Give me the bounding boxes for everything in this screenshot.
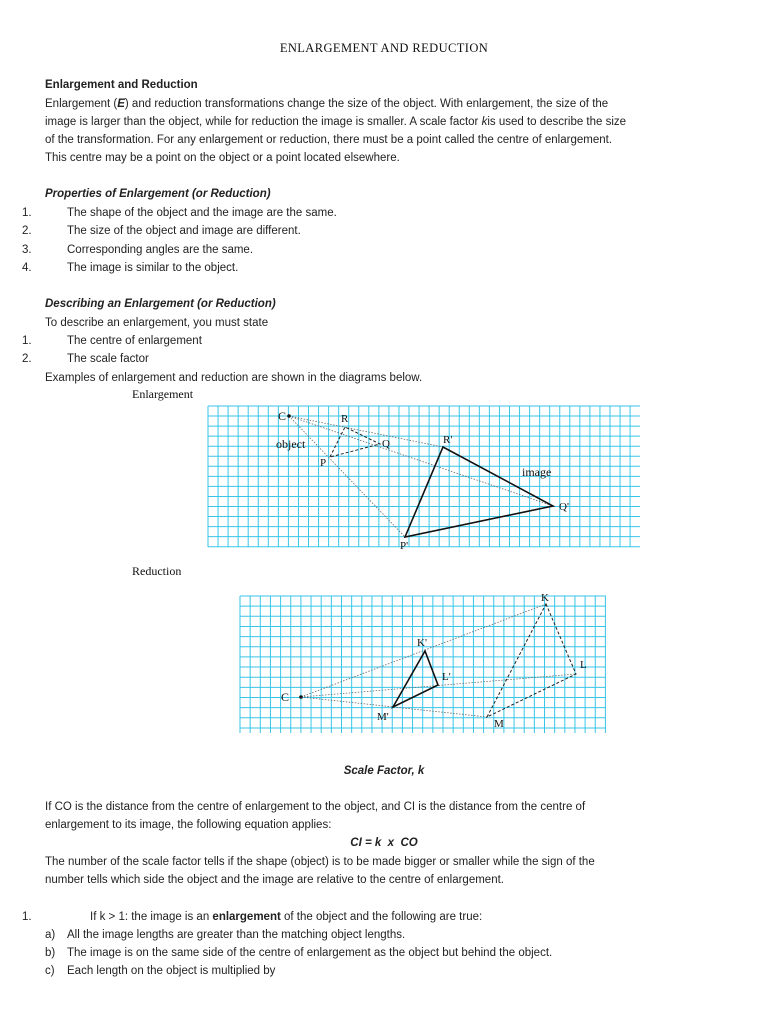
ray-c-r-prime [289,416,443,447]
case1-bold: enlargement [212,911,281,923]
label-m: M [494,718,504,730]
intro-line-3: of the transformation. For any enlargement or reduction, there must be a point called the centre of enlargement. [45,134,613,146]
list-item: The centre of enlargement [67,335,202,347]
ray-c-p-prime [289,416,405,537]
ray-c-l [301,674,576,697]
image-triangle-klm-prime [393,651,438,707]
list-item: The image is similar to the object. [67,262,239,274]
subitem-text: The image is on the same side of the centre of enlargement as the object but behind the object. [67,947,553,959]
list-number: 3. [22,244,32,256]
list-number: 4. [22,262,32,274]
page-title: ENLARGEMENT AND REDUCTION [279,41,489,55]
subitem-label: b) [45,947,56,959]
list-number: 1. [22,207,32,219]
intro-line-1 [45,97,608,111]
intro-text: image is larger than the object, while for reduction the image is smaller. A scale factor [45,116,482,128]
list-item: The shape of the object and the image are the same. [67,207,337,219]
list-number: 2. [22,225,32,237]
intro-symbol-e: E [117,98,125,110]
intro-line-2 [45,115,626,129]
describing-intro: To describe an enlargement, you must state [45,317,269,329]
case1-text [90,910,482,924]
scale-para1-line2: enlargement to its image, the following equation applies: [45,819,332,831]
label-c: C [281,690,290,704]
list-item: The scale factor [67,353,149,365]
ray-c-q-prime [289,416,553,506]
object-triangle-klm [487,604,576,717]
label-k-prime: K' [417,637,427,649]
label-m-prime: M' [377,711,389,723]
enlargement-caption: Enlargement [132,387,194,401]
examples-sentence: Examples of enlargement and reduction are shown in the diagrams below. [45,372,423,384]
case1-pre: If k > 1: the image is an [90,911,213,923]
label-object: object [276,437,306,451]
label-p: P [320,457,327,469]
reduction-rays [301,604,576,717]
intro-text: Enlargement ( [45,98,118,110]
reduction-caption: Reduction [132,564,182,578]
subitem-text: All the image lengths are greater than the matching object lengths. [67,929,406,941]
intro-symbol-k: k [481,116,488,128]
label-q-prime: Q' [559,501,569,513]
reduction-grid [240,596,606,733]
centre-point-c [287,414,291,418]
intro-line-4: This centre may be a point on the object or a point located elsewhere. [45,152,400,164]
scale-para2-line2: number tells which side the object and the image are relative to the centre of enlargement. [45,874,504,886]
case-number: 1. [22,911,32,923]
intro-text: is used to describe the size [487,116,627,128]
label-l: L [580,659,587,671]
subitem-text: Each length on the object is multiplied by [67,965,276,977]
label-r-prime: R' [443,434,453,446]
label-c: C [278,409,287,423]
scale-para2-line1: The number of the scale factor tells if the shape (object) is to be made bigger or smaller while the sign of the [45,856,595,868]
intro-text: ) and reduction transformations change the size of the object. With enlargement, the size of the [124,98,609,110]
list-item: Corresponding angles are the same. [67,244,254,256]
image-triangle-pqr-prime [405,447,553,537]
object-triangle-pqr [330,427,380,457]
label-image: image [522,465,552,479]
label-l-prime: L' [442,671,451,683]
ray-c-k [301,604,546,697]
scale-para1-line1: If CO is the distance from the centre of enlargement to the object, and CI is the distance from the centre of [45,801,586,813]
ray-c-m [301,697,487,717]
subitem-label: a) [45,929,56,941]
scale-equation: CI = k x CO [350,837,418,849]
list-number: 1. [22,335,32,347]
describing-heading: Describing an Enlargement (or Reduction) [45,298,276,310]
label-k: K [541,592,549,604]
properties-heading: Properties of Enlargement (or Reduction) [45,188,271,200]
centre-point-c [299,695,303,699]
section-heading-enlargement-reduction: Enlargement and Reduction [45,79,198,91]
label-q: Q [382,438,390,450]
case1-post: of the object and the following are true: [280,911,483,923]
label-p-prime: P' [400,540,409,552]
list-number: 2. [22,353,32,365]
enlargement-rays [289,416,553,537]
list-item: The size of the object and image are different. [67,225,301,237]
scale-factor-heading: Scale Factor, k [343,765,425,777]
enlargement-grid [208,406,640,547]
label-r: R [341,413,349,425]
subitem-label: c) [45,965,55,977]
